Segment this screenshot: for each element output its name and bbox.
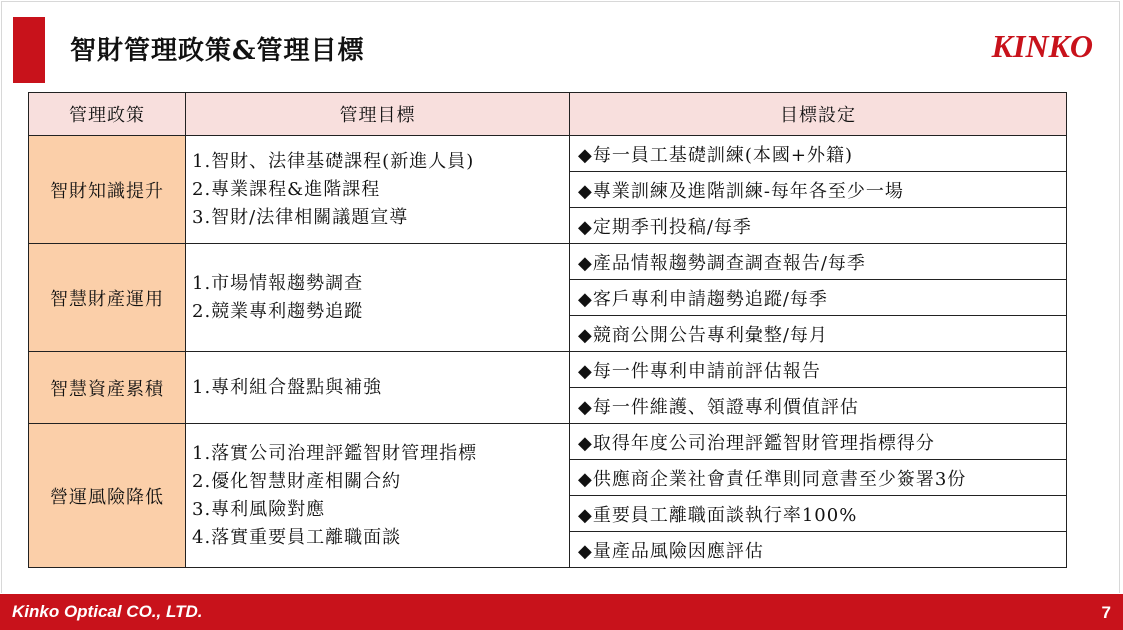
- goal-item: 1.智財、法律基礎課程(新進人員): [192, 150, 475, 172]
- goals-cell: [186, 352, 570, 424]
- title-accent-bar: [13, 17, 45, 83]
- target-item: ◆重要員工離職面談執行率100%: [570, 496, 1067, 532]
- target-item: ◆每一員工基礎訓練(本國+外籍): [570, 136, 1067, 172]
- target-item: ◆供應商企業社會責任準則同意書至少簽署3份: [570, 460, 1067, 496]
- policy-cell: 營運風險降低: [29, 424, 186, 568]
- table-header-row: [29, 93, 1067, 136]
- policy-cell: 智財知識提升: [29, 136, 186, 244]
- company-name: Kinko Optical CO., LTD.: [12, 602, 203, 621]
- column-header-policy: 管理政策: [29, 93, 186, 136]
- page-number: 7: [1101, 603, 1111, 622]
- table-row: [29, 136, 1067, 172]
- footer-bar: [0, 594, 1123, 630]
- target-item: ◆競商公開公告專利彙整/每月: [570, 316, 1067, 352]
- column-header-targets: 目標設定: [570, 93, 1067, 136]
- policy-cell: 智慧資產累積: [29, 352, 186, 424]
- target-item: ◆專業訓練及進階訓練-每年各至少一場: [570, 172, 1067, 208]
- goals-cell: [186, 244, 570, 352]
- target-item: ◆每一件維護、領證專利價值評估: [570, 388, 1067, 424]
- target-item: ◆定期季刊投稿/每季: [570, 208, 1067, 244]
- goal-item: 4.落實重要員工離職面談: [192, 526, 402, 548]
- policy-cell: 智慧財產運用: [29, 244, 186, 352]
- goal-item: 3.專利風險對應: [192, 498, 326, 520]
- goal-item: 3.智財/法律相關議題宣導: [192, 206, 409, 228]
- column-header-goals: 管理目標: [186, 93, 570, 136]
- goals-cell: [186, 424, 570, 568]
- target-item: ◆產品情報趨勢調查調查報告/每季: [570, 244, 1067, 280]
- policy-table: [28, 92, 1067, 568]
- goal-item: 1.市場情報趨勢調查: [192, 272, 364, 294]
- target-item: ◆量產品風險因應評估: [570, 532, 1067, 568]
- goal-item: 2.專業課程&進階課程: [192, 178, 381, 200]
- table-row: [29, 352, 1067, 388]
- goal-item: 2.競業專利趨勢追蹤: [192, 300, 364, 322]
- goal-item: 1.落實公司治理評鑑智財管理指標: [192, 442, 478, 464]
- table-row: [29, 244, 1067, 280]
- table-row: [29, 424, 1067, 460]
- goals-cell: [186, 136, 570, 244]
- target-item: ◆取得年度公司治理評鑑智財管理指標得分: [570, 424, 1067, 460]
- goal-item: 2.優化智慧財產相關合約: [192, 470, 402, 492]
- page-title: 智財管理政策&管理目標: [70, 36, 365, 66]
- target-item: ◆客戶專利申請趨勢追蹤/每季: [570, 280, 1067, 316]
- brand-logo: KINKO: [991, 28, 1093, 64]
- target-item: ◆每一件專利申請前評估報告: [570, 352, 1067, 388]
- goal-item: 1.專利組合盤點與補強: [192, 376, 383, 398]
